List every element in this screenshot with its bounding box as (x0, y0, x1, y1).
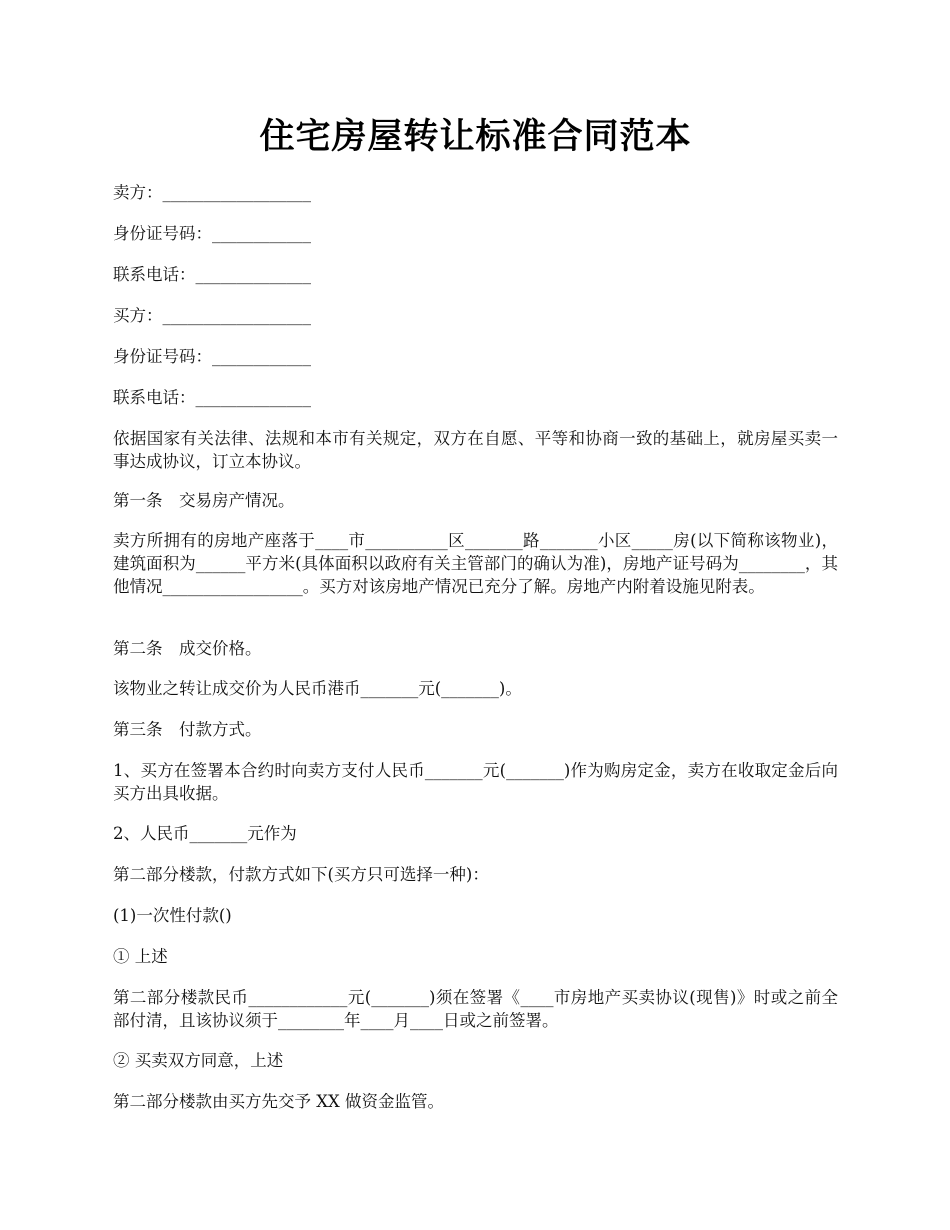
article-2-heading: 第二条 成交价格。 (113, 639, 262, 658)
payment-item-2: 2、人民币_______元作为 (113, 824, 297, 843)
option-1-item-2-body: 第二部分楼款由买方先交予 XX 做资金监管。 (113, 1092, 444, 1111)
option-1-item-1-body: 第二部分楼款民币____________元(_______)须在签署《____市房地产买卖协议(现售)》时或之前全部付清，且该协议须于________年____月____日或之前签署。 (113, 988, 838, 1030)
article-2-body: 该物业之转让成交价为人民币港币_______元(_______)。 (113, 679, 522, 698)
seller-field: 卖方：__________________ (113, 183, 311, 202)
option-1-item-1: ① 上述 (113, 947, 168, 966)
option-1-heading: (1)一次性付款() (113, 906, 232, 925)
article-1-body: 卖方所拥有的房地产座落于____市__________区_______路_______小区_____房(以下简称该物业)，建筑面积为______平方米(具体面积以政府有关主管部门的确认为准)，房地产证号码为________，其他情况_________________。买方对该房地产情况已充分了解。房地产内附着设施见附表。 (113, 531, 838, 596)
buyer-id-field: 身份证号码：____________ (113, 347, 311, 366)
buyer-field: 买方：__________________ (113, 306, 311, 325)
buyer-phone-field: 联系电话：______________ (113, 388, 311, 407)
seller-phone-field: 联系电话：______________ (113, 265, 311, 284)
intro-paragraph: 依据国家有关法律、法规和本市有关规定，双方在自愿、平等和协商一致的基础上，就房屋买卖一事达成协议，订立本协议。 (113, 429, 838, 471)
payment-item-1: 1、买方在签署本合约时向卖方支付人民币_______元(_______)作为购房定金，卖方在收取定金后向买方出具收据。 (113, 761, 838, 803)
option-1-item-2: ② 买卖双方同意，上述 (113, 1051, 284, 1070)
article-3-heading: 第三条 付款方式。 (113, 720, 262, 739)
article-1-heading: 第一条 交易房产情况。 (113, 491, 295, 510)
seller-id-field: 身份证号码：____________ (113, 224, 311, 243)
document-title: 住宅房屋转让标准合同范本 (259, 116, 692, 157)
payment-item-2-continued: 第二部分楼款，付款方式如下(买方只可选择一种)： (113, 865, 489, 884)
